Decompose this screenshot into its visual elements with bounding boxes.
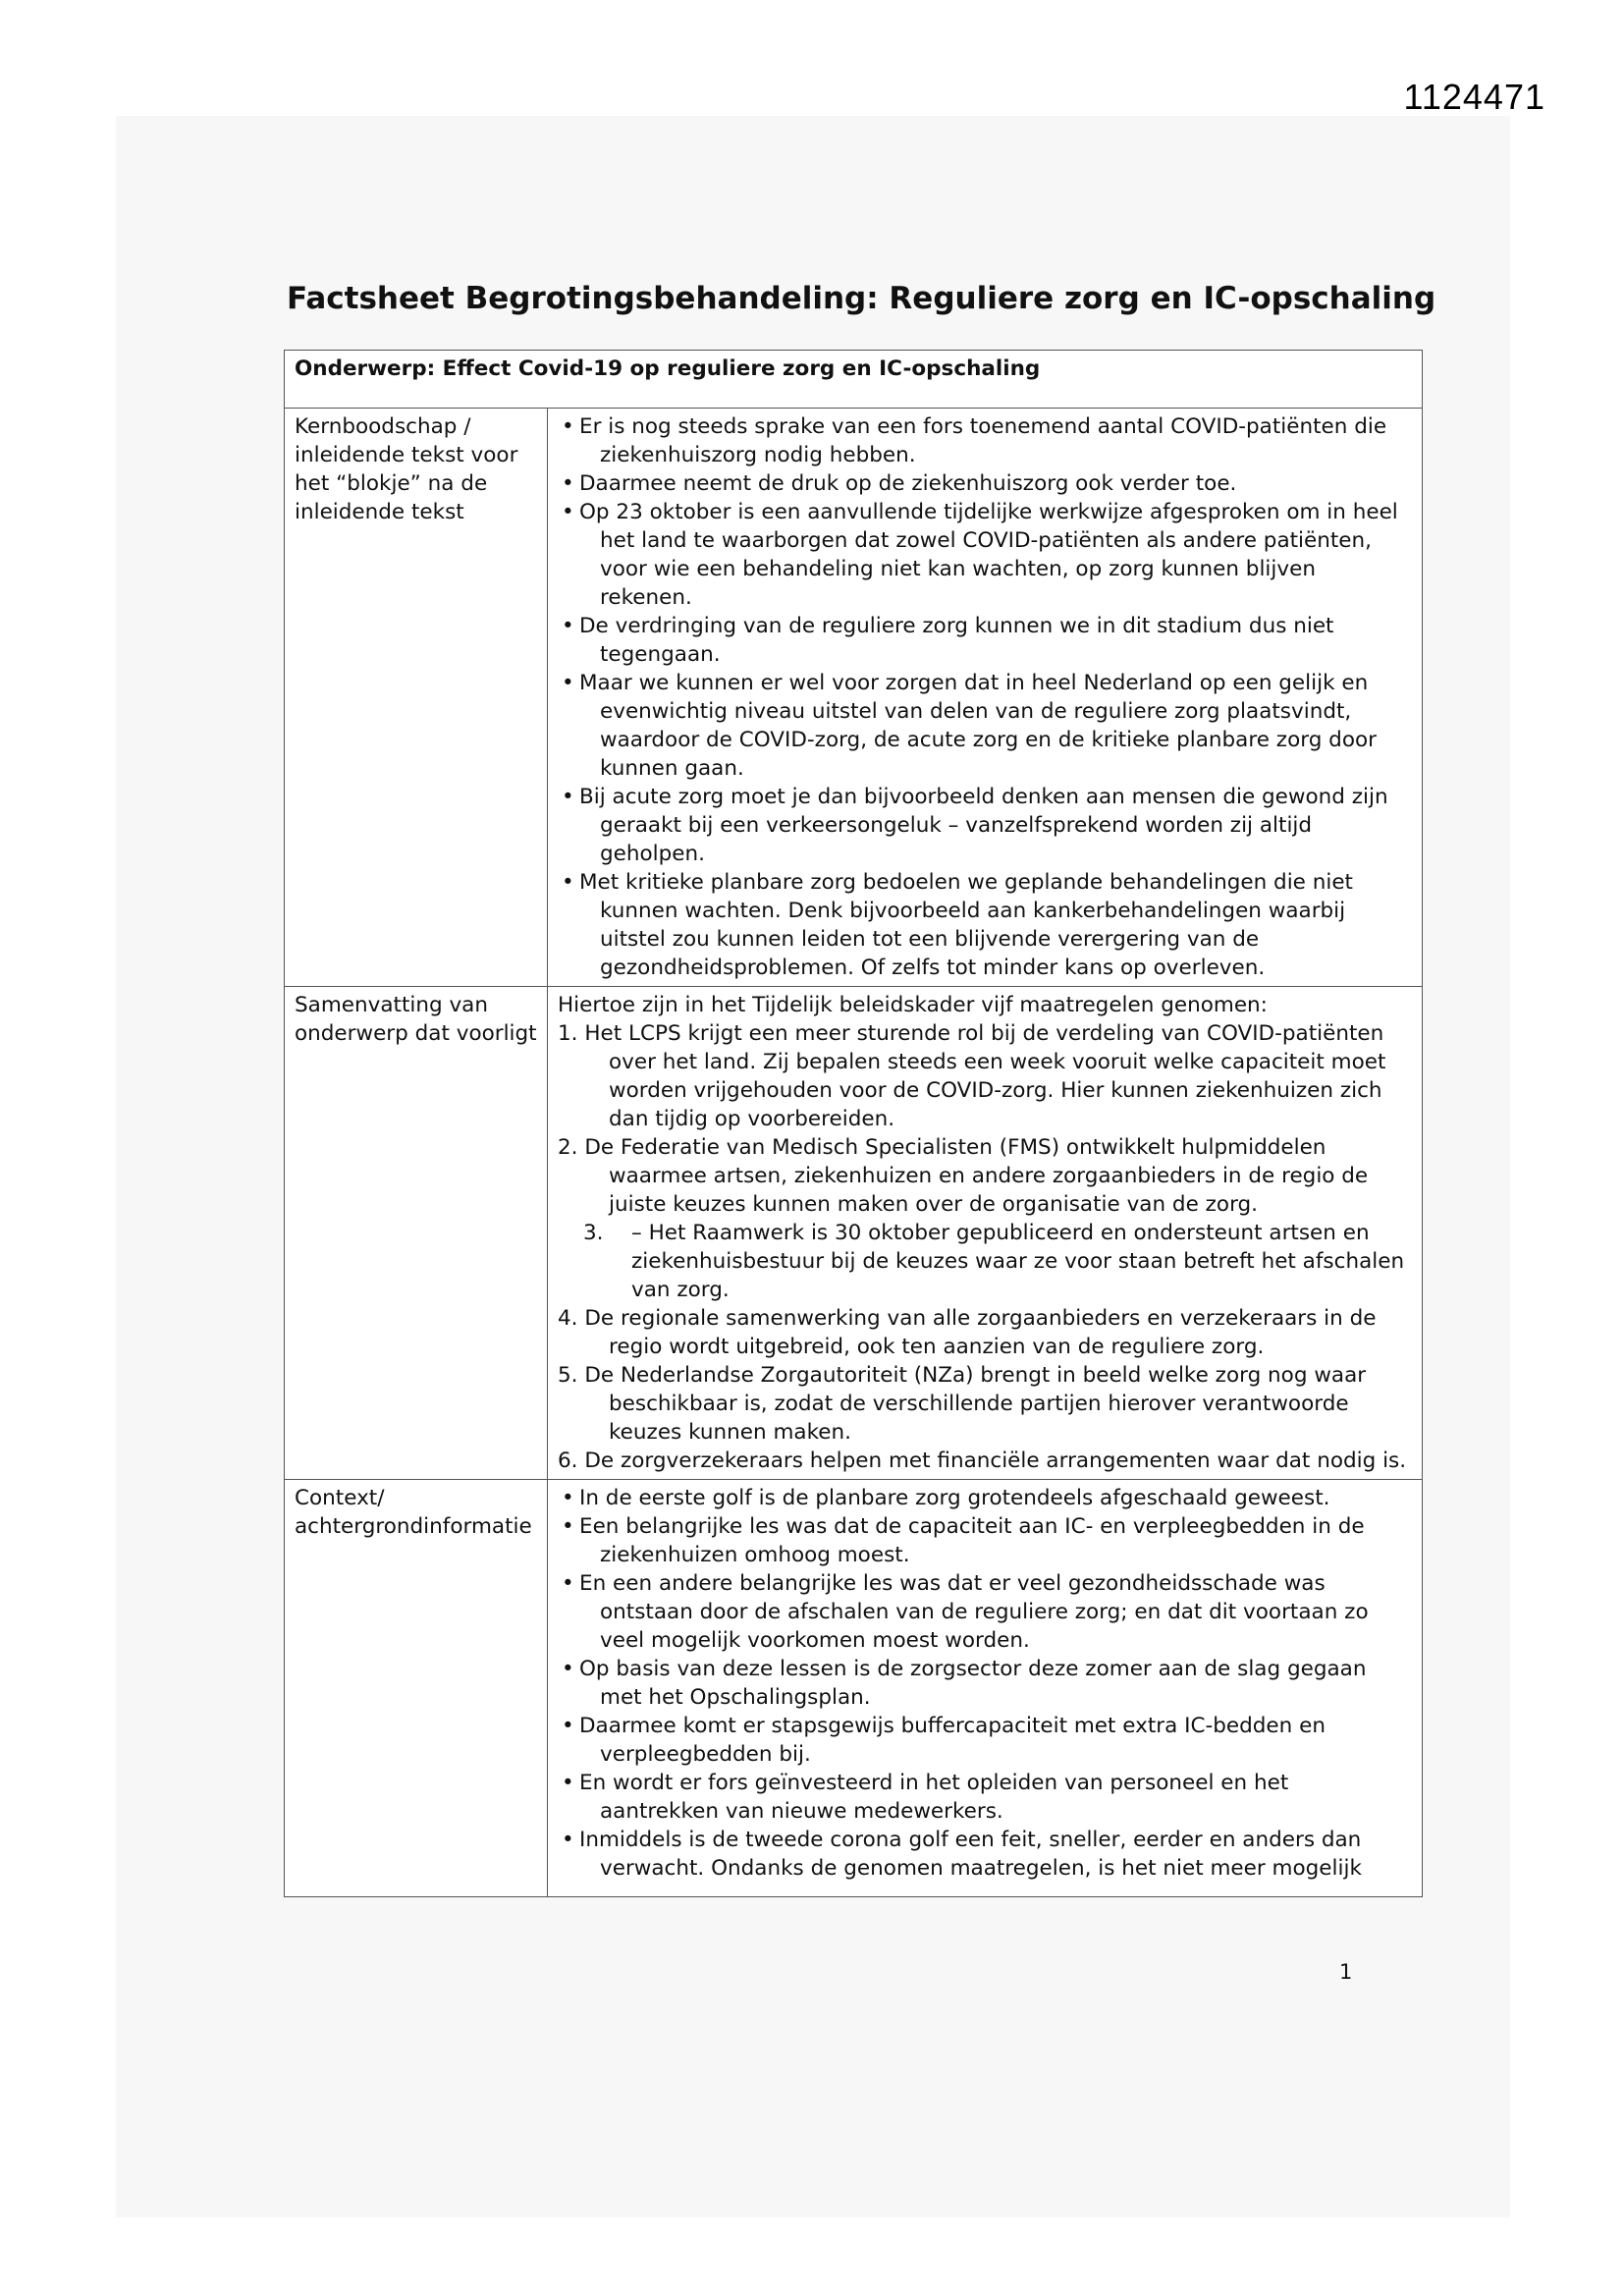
item-number: 3. [583, 1221, 604, 1245]
list-item [558, 1304, 1412, 1361]
list-item: • In de eerste golf is de planbare zorg grotendeels afgeschaald geweest. [558, 1484, 1412, 1512]
list-item [558, 1219, 1412, 1304]
list-item: • De verdringing van de reguliere zorg kunnen we in dit stadium dus niet tegengaan. [558, 612, 1412, 669]
row-content-samenvatting [548, 987, 1423, 1480]
list-item: • Op basis van deze lessen is de zorgsector deze zomer aan de slag gegaan met het Opschalingsplan. [558, 1655, 1412, 1712]
list-item: • Met kritieke planbare zorg bedoelen we geplande behandelingen die niet kunnen wachten. Denk bijvoorbeeld aan kankerbehandelingen waarbij uitstel zou kunnen leiden tot een blijvende verergering van de gezondheidsproblemen. Of zelfs tot minder kans op overleven. [558, 868, 1412, 982]
page-number: 1 [1339, 1960, 1353, 1984]
list-item [558, 1019, 1412, 1133]
item-number: 1. [558, 1021, 578, 1046]
list-item: • Er is nog steeds sprake van een fors toenemend aantal COVID-patiënten die ziekenhuiszorg nodig hebben. [558, 412, 1412, 469]
list-item [558, 1133, 1412, 1219]
item-number: 5. [558, 1363, 578, 1388]
item-text: Het LCPS krijgt een meer sturende rol bij de verdeling van COVID-patiënten over het land. Zij bepalen steeds een week vooruit welke capaciteit moet worden vrijgehouden voor de COVID-zorg. Hier kunnen ziekenhuizen zich dan tijdig op voorbereiden. [584, 1021, 1386, 1131]
table-row [285, 987, 1423, 1480]
item-text: De zorgverzekeraars helpen met financiële arrangementen waar dat nodig is. [584, 1449, 1407, 1473]
item-number: 2. [558, 1135, 578, 1160]
row-label-kernboodschap: Kernboodschap / inleidende tekst voor het “blokje” na de inleidende tekst [285, 409, 548, 987]
subject-cell: Onderwerp: Effect Covid-19 op reguliere zorg en IC-opschaling [285, 351, 1423, 409]
list-item: • Bij acute zorg moet je dan bijvoorbeeld denken aan mensen die gewond zijn geraakt bij een verkeersongeluk – vanzelfsprekend worden zij altijd geholpen. [558, 783, 1412, 868]
item-text: De regionale samenwerking van alle zorgaanbieders en verzekeraars in de regio wordt uitgebreid, ook ten aanzien van de reguliere zorg. [584, 1306, 1377, 1359]
summary-intro: Hiertoe zijn in het Tijdelijk beleidskader vijf maatregelen genomen: [558, 993, 1268, 1017]
document-id: 1124471 [1403, 77, 1545, 117]
list-item: • Maar we kunnen er wel voor zorgen dat in heel Nederland op een gelijk en evenwichtig niveau uitstel van delen van de reguliere zorg plaatsvindt, waardoor de COVID-zorg, de acute zorg en de kritieke planbare zorg door kunnen gaan. [558, 669, 1412, 783]
list-item: • Inmiddels is de tweede corona golf een feit, sneller, eerder en anders dan verwacht. Ondanks de genomen maatregelen, is het niet meer mogelijk [558, 1826, 1412, 1883]
item-number: 6. [558, 1449, 578, 1473]
row-content-kernboodschap [548, 409, 1423, 987]
list-item: • Een belangrijke les was dat de capaciteit aan IC- en verpleegbedden in de ziekenhuizen omhoog moest. [558, 1512, 1412, 1569]
list-item: • Daarmee komt er stapsgewijs buffercapaciteit met extra IC-bedden en verpleegbedden bij. [558, 1712, 1412, 1769]
factsheet-table [284, 350, 1423, 1897]
list-item: • Op 23 oktober is een aanvullende tijdelijke werkwijze afgesproken om in heel het land te waarborgen dat zowel COVID-patiënten als andere patiënten, voor wie een behandeling niet kan wachten, op zorg kunnen blijven rekenen. [558, 498, 1412, 612]
item-text: – Het Raamwerk is 30 oktober gepubliceerd en ondersteunt artsen en ziekenhuisbestuur bij de keuzes waar ze voor staan betreft het afschalen van zorg. [631, 1221, 1405, 1302]
numbered-list [558, 1019, 1412, 1475]
list-item [558, 1361, 1412, 1447]
list-item: • En een andere belangrijke les was dat er veel gezondheidsschade was ontstaan door de afschalen van de reguliere zorg; en dat dit voortaan zo veel mogelijk voorkomen moest worden. [558, 1569, 1412, 1655]
list-item: • Daarmee neemt de druk op de ziekenhuiszorg ook verder toe. [558, 469, 1412, 498]
item-text: De Federatie van Medisch Specialisten (FMS) ontwikkelt hulpmiddelen waarmee artsen, ziekenhuizen en andere zorgaanbieders in de regio de juiste keuzes kunnen maken over de organisatie van de zorg. [584, 1135, 1369, 1217]
row-label-context: Context/ achtergrondinformatie [285, 1480, 548, 1897]
document-title: Factsheet Begrotingsbehandeling: Reguliere zorg en IC-opschaling [287, 281, 1436, 316]
subject-row [285, 351, 1423, 409]
table-row [285, 409, 1423, 987]
row-content-context [548, 1480, 1423, 1897]
row-label-samenvatting: Samenvatting van onderwerp dat voorligt [285, 987, 548, 1480]
list-item [558, 1447, 1412, 1475]
item-number: 4. [558, 1306, 578, 1331]
table-row [285, 1480, 1423, 1897]
bullet-list [558, 1484, 1412, 1883]
bullet-list [558, 412, 1412, 982]
list-item: • En wordt er fors geïnvesteerd in het opleiden van personeel en het aantrekken van nieuwe medewerkers. [558, 1769, 1412, 1826]
item-text: De Nederlandse Zorgautoriteit (NZa) brengt in beeld welke zorg nog waar beschikbaar is, zodat de verschillende partijen hierover verantwoorde keuzes kunnen maken. [584, 1363, 1367, 1445]
